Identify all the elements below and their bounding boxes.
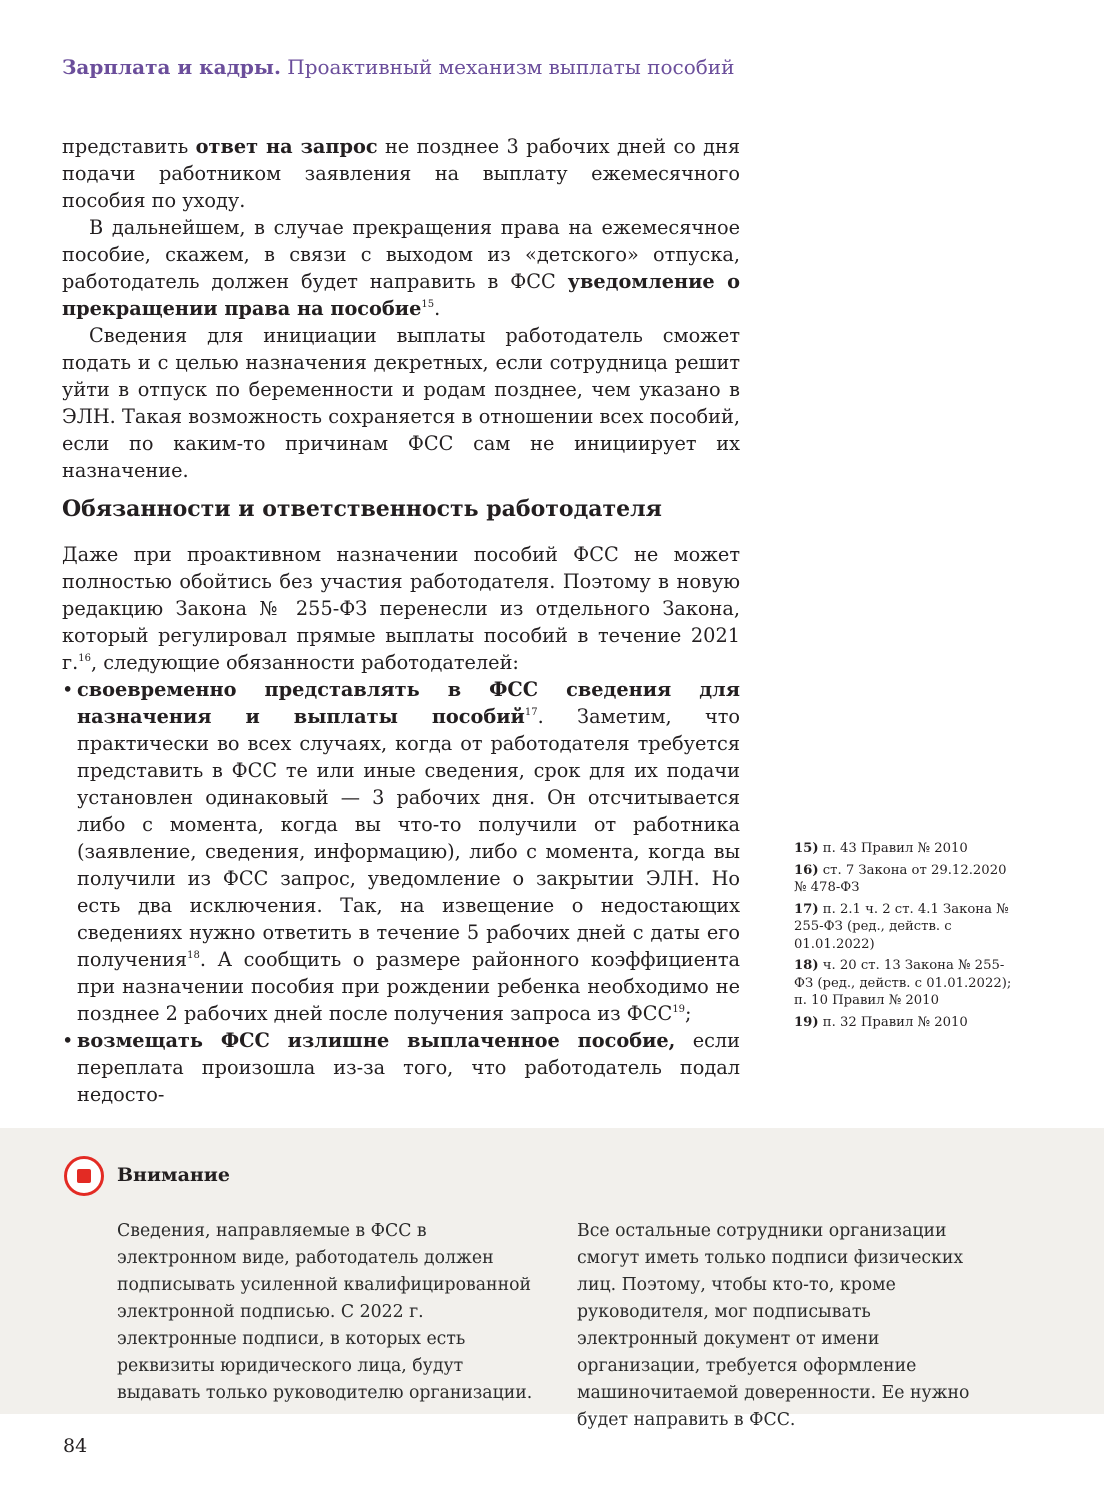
footnote [794,840,1014,858]
section-body [62,541,740,1108]
footnote-number: 16) [794,862,819,878]
bullet-2-bold: возмещать ФСС излишне выплаченное пособие, [77,1029,676,1052]
bullet-1-bold: своевременно представлять в ФСС сведения для назначения и выплаты пособий [77,678,740,728]
bullet-1-text-a: . Заметим, что практически во всех случаях, когда от работодателя требуется представить в ФСС те или иные сведения, срок для их подачи установлен одинаковый — 3 рабочих дня. Он отсчитывается либо с момента, когда вы что-то получили от работника (заявление, сведения, информацию), либо с момента, когда вы получили из ФСС запрос, уведомление о закрытии ЭЛН. Но есть два исключения. Так, на извещение о недостающих сведениях нужно ответить в течение 5 рабочих дней с даты его получения [77,705,740,971]
paragraph-2 [62,214,740,322]
list-item [62,1027,740,1108]
paragraph-3: Сведения для инициации выплаты работодатель сможет подать и с целью назначения декретных, если сотрудница решит уйти в отпуск по беременности и родам позднее, чем указано в ЭЛН. Такая возможность сохраняется в отношении всех пособий, если по каким-то причинам ФСС сам не инициирует их назначение. [62,324,740,482]
main-text [62,133,740,1106]
footnote-ref-15: 15 [421,299,435,310]
list-item [62,676,740,1027]
p1-pre: представить [62,135,196,158]
paragraph-1 [62,133,740,214]
footnote [794,901,1014,954]
running-header [62,54,822,80]
page-number: 84 [63,1435,88,1457]
p2-pre: В дальнейшем, в случае прекращения права на ежемесячное пособие, скажем, в связи с выходом из «детского» отпуска, работодатель должен будет направить в ФСС [62,216,740,293]
bullet-icon: • [62,1029,74,1052]
footnotes [794,840,1014,1035]
footnote-text: ч. 20 ст. 13 Закона № 255-ФЗ (ред., действ. с 01.01.2022); п. 10 Правил № 2010 [794,958,1012,1008]
section-lead [62,541,740,676]
stop-square-icon [77,1169,91,1183]
footnote-number: 19) [794,1014,819,1030]
scalloped-edge [0,1123,1104,1133]
lead-post: , следующие обязанности работодателей: [90,651,519,674]
footnote-ref-19: 19 [672,1004,686,1015]
p1-post: не позднее 3 рабочих дней со дня подачи работником заявления на выплату ежемесячного пособия по уходу. [62,135,740,212]
p1-bold: ответ на запрос [195,135,378,158]
footnote-text: п. 2.1 ч. 2 ст. 4.1 Закона № 255-ФЗ (ред., действ. с 01.01.2022) [794,901,1009,952]
footnote-text: ст. 7 Закона от 29.12.2020 № 478-ФЗ [794,862,1007,895]
footnote-ref-16: 16 [78,653,91,664]
footnote-ref-17: 17 [524,707,538,718]
footnote-number: 15) [794,841,819,856]
header-section: Зарплата и кадры. [62,55,281,79]
footnote-text: п. 43 Правил № 2010 [818,841,968,856]
footnote-ref-18: 18 [187,950,200,961]
callout-column-right: Все остальные сотрудники организации смогут иметь только подписи физических лиц. Поэтому, чтобы кто-то, кроме руководителя, мог подписывать электронный документ от имени организации, требуется оформление машиночитаемой доверенности. Ее нужно будет направить в ФСС. [577,1221,970,1430]
lead-pre: Даже при проактивном назначении пособий ФСС не может полностью обойтись без участия работодателя. Поэтому в новую редакцию Закона № 255-ФЗ перенесли из отдельного Закона, который регулировал прямые выплаты пособий в течение 2021 г. [62,543,740,674]
footnote [794,862,1014,897]
header-title: Проактивный механизм выплаты пособий [287,55,735,79]
bullet-1-text-b: . А сообщить о размере районного коэффициента при назначении пособия при рождении ребенка необходимо не позднее 2 рабочих дней после получения запроса из ФСС [77,948,740,1025]
p2-post: . [434,297,441,320]
attention-callout [0,1128,1104,1430]
bullet-2-text: если переплата произошла из-за того, что работодатель подал недосто- [77,1029,740,1106]
p2-bold: уведомление о прекращении права на пособие [62,270,740,320]
alert-stop-icon [64,1156,104,1196]
bullet-1-text-c: ; [685,1002,692,1025]
footnote-number: 18) [794,958,819,973]
bullet-icon: • [62,678,74,701]
footnote-number: 17) [794,901,819,917]
obligations-list [62,676,740,1108]
section-heading: Обязанности и ответственность работодателя [62,496,662,522]
footnote-text: п. 32 Правил № 2010 [818,1014,968,1030]
callout-column-left: Сведения, направляемые в ФСС в электронном виде, работодатель должен подписывать усиленной квалифицированной электронной подписью. С 2022 г. электронные подписи, в которых есть реквизиты юридического лица, будут выдавать только руководителю организации. [117,1221,533,1403]
footnote [794,957,1014,1010]
footnote [794,1014,1014,1032]
callout-title: Внимание [117,1164,230,1186]
